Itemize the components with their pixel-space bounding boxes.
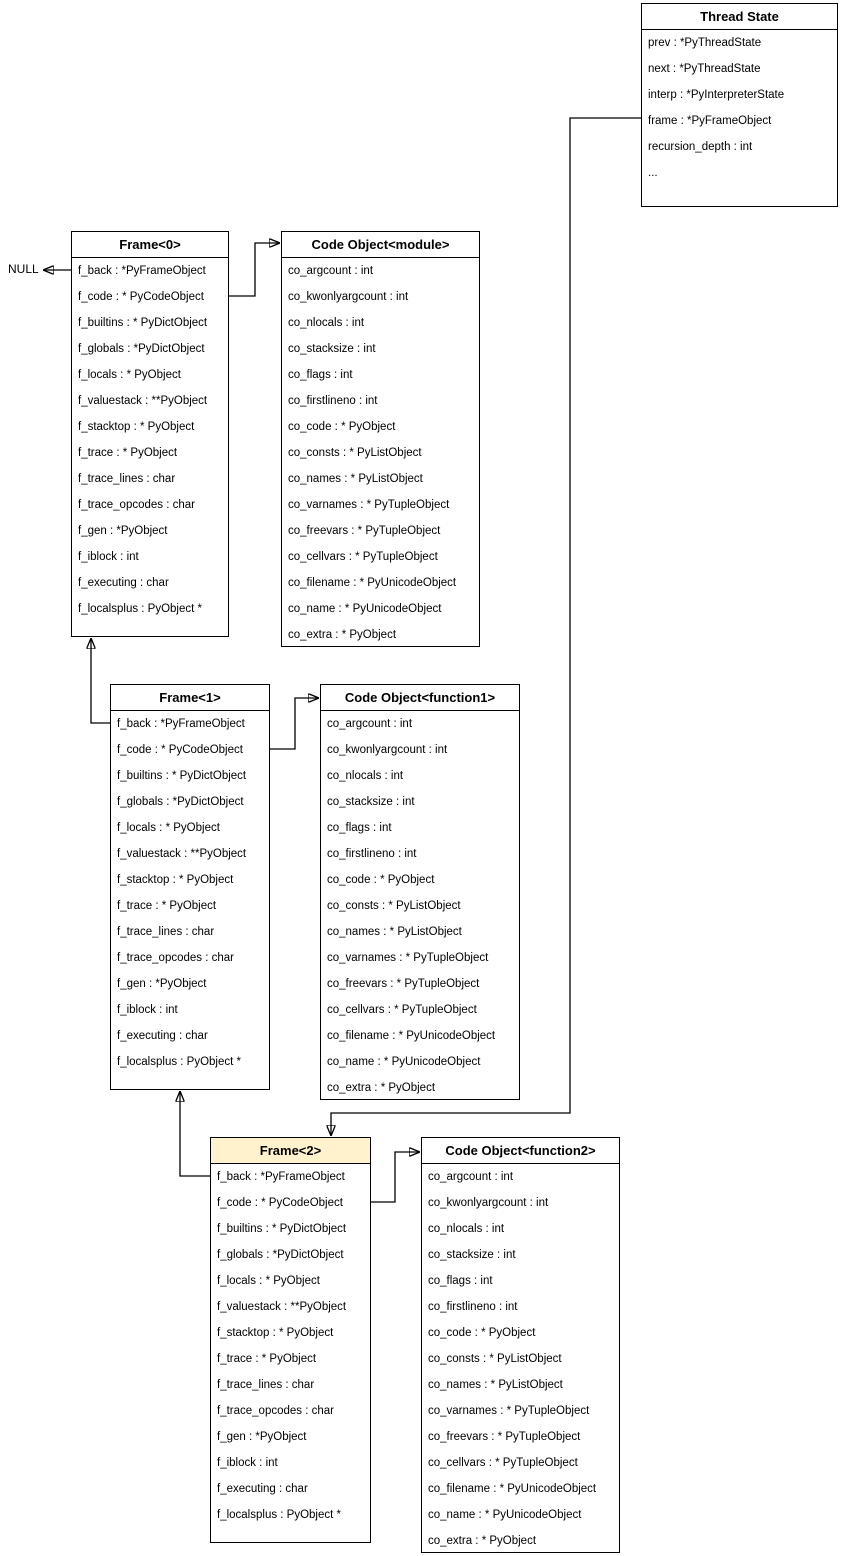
frame2-box xyxy=(210,1137,371,1543)
field-row: f_gen : *PyObject xyxy=(217,1431,307,1443)
field-row: co_filename : * PyUnicodeObject xyxy=(327,1030,496,1042)
field-row: f_executing : char xyxy=(117,1030,208,1042)
frame2-fields xyxy=(211,1164,370,1542)
field-row: f_localsplus : PyObject * xyxy=(217,1509,342,1521)
field-row: f_trace : * PyObject xyxy=(217,1353,317,1365)
field-row: f_back : *PyFrameObject xyxy=(217,1171,345,1183)
field-row: f_iblock : int xyxy=(117,1004,178,1016)
field-row: co_kwonlyargcount : int xyxy=(327,744,448,756)
frame1-box xyxy=(110,684,270,1090)
field-row: co_code : * PyObject xyxy=(288,421,396,433)
field-row: co_argcount : int xyxy=(428,1171,514,1183)
field-row: f_valuestack : **PyObject xyxy=(117,848,247,860)
field-row: f_gen : *PyObject xyxy=(117,978,207,990)
field-row: co_nlocals : int xyxy=(428,1223,505,1235)
field-row: f_trace : * PyObject xyxy=(117,900,217,912)
field-row: co_name : * PyUnicodeObject xyxy=(288,603,442,615)
frame0-fields xyxy=(72,258,228,636)
code-function2-fields xyxy=(422,1164,619,1552)
field-row: f_back : *PyFrameObject xyxy=(78,265,206,277)
field-row: f_trace_lines : char xyxy=(78,473,176,485)
field-row: co_varnames : * PyTupleObject xyxy=(288,499,450,511)
field-row: f_globals : *PyDictObject xyxy=(117,796,244,808)
field-row: co_flags : int xyxy=(327,822,392,834)
field-row: co_name : * PyUnicodeObject xyxy=(428,1509,582,1521)
field-row: ... xyxy=(648,167,658,179)
field-row: co_name : * PyUnicodeObject xyxy=(327,1056,481,1068)
code-module-fields xyxy=(282,258,479,646)
field-row: f_code : * PyCodeObject xyxy=(217,1197,343,1209)
arrow-frame1-fback-to-frame0 xyxy=(91,639,110,723)
frame0-box xyxy=(71,231,229,637)
thread-state-title: Thread State xyxy=(642,4,837,30)
field-row: co_names : * PyListObject xyxy=(288,473,423,485)
field-row: prev : *PyThreadState xyxy=(648,37,762,49)
field-row: f_trace_opcodes : char xyxy=(217,1405,334,1417)
field-row: f_trace_lines : char xyxy=(117,926,215,938)
field-row: f_executing : char xyxy=(78,577,169,589)
field-row: interp : *PyInterpreterState xyxy=(648,89,785,101)
field-row: f_iblock : int xyxy=(217,1457,278,1469)
frame0-title: Frame<0> xyxy=(72,232,228,258)
field-row: f_locals : * PyObject xyxy=(217,1275,320,1287)
field-row: co_names : * PyListObject xyxy=(428,1379,563,1391)
field-row: f_code : * PyCodeObject xyxy=(117,744,243,756)
arrow-frame2-fback-to-frame1 xyxy=(180,1092,210,1176)
thread-state-fields xyxy=(642,30,837,206)
field-row: co_cellvars : * PyTupleObject xyxy=(288,551,438,563)
field-row: f_builtins : * PyDictObject xyxy=(78,317,208,329)
field-row: co_extra : * PyObject xyxy=(288,629,397,641)
field-row: co_consts : * PyListObject xyxy=(428,1353,562,1365)
field-row: co_code : * PyObject xyxy=(428,1327,536,1339)
field-row: co_kwonlyargcount : int xyxy=(428,1197,549,1209)
arrow-frame0-fcode-to-code-module xyxy=(229,243,279,296)
frame2-title: Frame<2> xyxy=(211,1138,370,1164)
arrow-frame1-fcode-to-code-function1 xyxy=(270,698,318,749)
field-row: co_consts : * PyListObject xyxy=(288,447,422,459)
field-row: co_firstlineno : int xyxy=(428,1301,518,1313)
field-row: f_valuestack : **PyObject xyxy=(78,395,208,407)
arrow-frame2-fcode-to-code-function2 xyxy=(371,1152,419,1202)
field-row: co_flags : int xyxy=(428,1275,493,1287)
code-function2-box xyxy=(421,1137,620,1553)
field-row: co_stacksize : int xyxy=(428,1249,516,1261)
field-row: f_trace_lines : char xyxy=(217,1379,315,1391)
field-row: co_firstlineno : int xyxy=(288,395,378,407)
field-row: co_argcount : int xyxy=(327,718,413,730)
field-row: f_trace_opcodes : char xyxy=(78,499,195,511)
field-row: co_varnames : * PyTupleObject xyxy=(327,952,489,964)
field-row: f_executing : char xyxy=(217,1483,308,1495)
code-function2-title: Code Object<function2> xyxy=(422,1138,619,1164)
code-function1-fields xyxy=(321,711,519,1099)
field-row: f_builtins : * PyDictObject xyxy=(217,1223,347,1235)
field-row: f_valuestack : **PyObject xyxy=(217,1301,347,1313)
code-module-title: Code Object<module> xyxy=(282,232,479,258)
field-row: recursion_depth : int xyxy=(648,141,753,153)
field-row: co_freevars : * PyTupleObject xyxy=(288,525,441,537)
field-row: co_filename : * PyUnicodeObject xyxy=(288,577,457,589)
field-row: co_stacksize : int xyxy=(288,343,376,355)
code-function1-box xyxy=(320,684,520,1100)
field-row: co_nlocals : int xyxy=(327,770,404,782)
field-row: frame : *PyFrameObject xyxy=(648,115,772,127)
field-row: co_argcount : int xyxy=(288,265,374,277)
field-row: f_trace : * PyObject xyxy=(78,447,178,459)
field-row: f_stacktop : * PyObject xyxy=(217,1327,334,1339)
thread-state-box xyxy=(641,3,838,207)
code-function1-title: Code Object<function1> xyxy=(321,685,519,711)
field-row: f_globals : *PyDictObject xyxy=(217,1249,344,1261)
field-row: f_back : *PyFrameObject xyxy=(117,718,245,730)
field-row: co_extra : * PyObject xyxy=(327,1082,436,1094)
field-row: co_nlocals : int xyxy=(288,317,365,329)
field-row: f_localsplus : PyObject * xyxy=(78,603,203,615)
field-row: co_stacksize : int xyxy=(327,796,415,808)
field-row: f_globals : *PyDictObject xyxy=(78,343,205,355)
field-row: next : *PyThreadState xyxy=(648,63,761,75)
field-row: co_kwonlyargcount : int xyxy=(288,291,409,303)
field-row: f_code : * PyCodeObject xyxy=(78,291,204,303)
field-row: f_locals : * PyObject xyxy=(78,369,181,381)
field-row: co_varnames : * PyTupleObject xyxy=(428,1405,590,1417)
field-row: f_stacktop : * PyObject xyxy=(78,421,195,433)
field-row: f_localsplus : PyObject * xyxy=(117,1056,242,1068)
field-row: co_extra : * PyObject xyxy=(428,1535,537,1547)
null-label: NULL xyxy=(8,262,39,276)
field-row: co_code : * PyObject xyxy=(327,874,435,886)
field-row: co_consts : * PyListObject xyxy=(327,900,461,912)
field-row: co_cellvars : * PyTupleObject xyxy=(428,1457,578,1469)
code-module-box xyxy=(281,231,480,647)
field-row: co_firstlineno : int xyxy=(327,848,417,860)
field-row: f_iblock : int xyxy=(78,551,139,563)
field-row: co_freevars : * PyTupleObject xyxy=(428,1431,581,1443)
field-row: co_filename : * PyUnicodeObject xyxy=(428,1483,597,1495)
frame1-title: Frame<1> xyxy=(111,685,269,711)
field-row: f_stacktop : * PyObject xyxy=(117,874,234,886)
field-row: f_gen : *PyObject xyxy=(78,525,168,537)
field-row: f_locals : * PyObject xyxy=(117,822,220,834)
field-row: co_freevars : * PyTupleObject xyxy=(327,978,480,990)
field-row: f_trace_opcodes : char xyxy=(117,952,234,964)
field-row: co_names : * PyListObject xyxy=(327,926,462,938)
field-row: co_cellvars : * PyTupleObject xyxy=(327,1004,477,1016)
frame1-fields xyxy=(111,711,269,1089)
field-row: f_builtins : * PyDictObject xyxy=(117,770,247,782)
field-row: co_flags : int xyxy=(288,369,353,381)
